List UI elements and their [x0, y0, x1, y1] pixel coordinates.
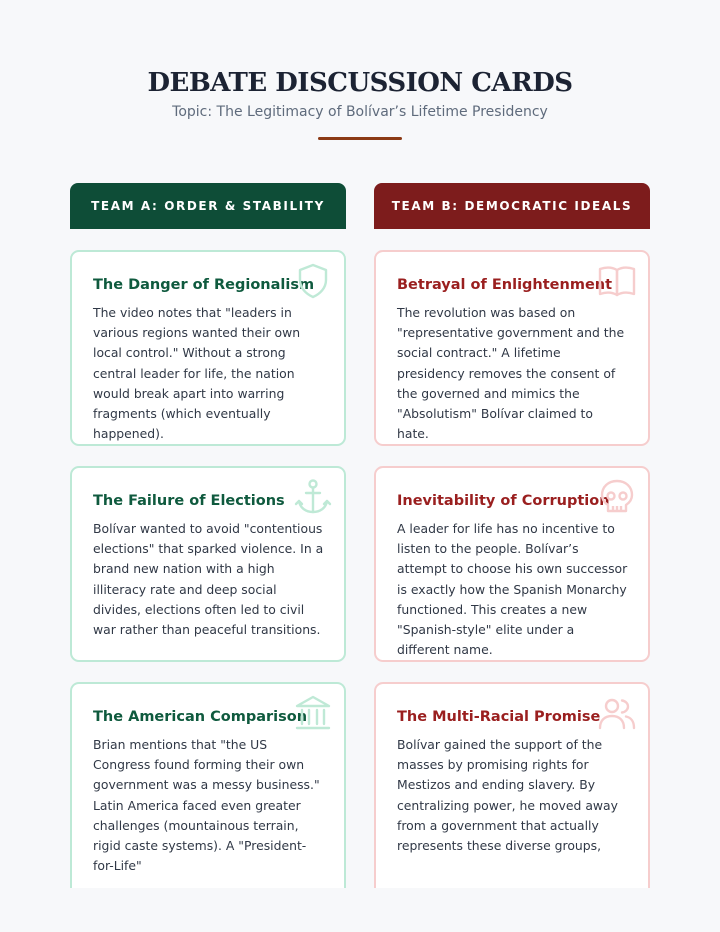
card-body: The video notes that "leaders in various regions wanted their own local control." Without a strong central leader for life, the nation would break apart into warring fragments (which eventually happened).: [93, 305, 301, 442]
skull-icon: [597, 477, 637, 517]
team-b-card-multiracial: [374, 682, 650, 892]
team-a-card-elections: [70, 466, 346, 662]
card-title: The Danger of Regionalism: [93, 277, 315, 293]
team-b-card-corruption: [374, 466, 650, 662]
team-a-card-regionalism: [70, 250, 346, 446]
open-book-icon: [597, 261, 637, 301]
card-title: Betrayal of Enlightenment: [397, 277, 613, 293]
title-divider: [318, 137, 402, 140]
team-b-card-enlightenment: [374, 250, 650, 446]
page-bottom-cutoff: [0, 888, 720, 932]
team-b-column: [374, 183, 650, 854]
card-title: The American Comparison: [93, 709, 308, 725]
team-b-header: TEAM B: DEMOCRATIC IDEALS: [374, 183, 650, 229]
shield-icon: [293, 261, 333, 301]
users-icon: [597, 693, 637, 733]
card-body: Brian mentions that "the US Congress found forming their own government was a messy business." Latin America faced even greater challenges (mountainous terrain, rigid caste systems). A "President-for-Life": [93, 737, 320, 874]
page-subtitle: Topic: The Legitimacy of Bolívar’s Lifetime Presidency: [172, 104, 548, 120]
team-a-header: TEAM A: ORDER & STABILITY: [70, 183, 346, 229]
card-body: Bolívar wanted to avoid "contentious elections" that sparked violence. In a brand new nation with a high illiteracy rate and deep social divides, elections often led to civil war rather than peaceful transitions.: [93, 521, 324, 638]
team-a-card-american: [70, 682, 346, 892]
anchor-icon: [293, 477, 333, 517]
card-body: A leader for life has no incentive to listen to the people. Bolívar’s attempt to choose his own successor is exactly how the Spanish Monarchy functioned. This creates a new "Spanish-style" elite under a different name.: [397, 521, 628, 658]
page-title: DEBATE DISCUSSION CARDS: [147, 68, 573, 98]
card-title: The Failure of Elections: [93, 493, 285, 509]
team-a-column: [70, 183, 346, 874]
card-title: The Multi-Racial Promise: [397, 709, 601, 725]
card-body: Bolívar gained the support of the masses by promising rights for Mestizos and ending slavery. By centralizing power, he moved away from a government that actually represents these diverse groups,: [397, 737, 618, 854]
card-body: The revolution was based on "representative government and the social contract." A lifetime presidency removes the consent of the governed and mimics the "Absolutism" Bolívar claimed to hate.: [397, 305, 625, 442]
card-title: Inevitability of Corruption: [397, 493, 610, 509]
landmark-icon: [293, 693, 333, 733]
